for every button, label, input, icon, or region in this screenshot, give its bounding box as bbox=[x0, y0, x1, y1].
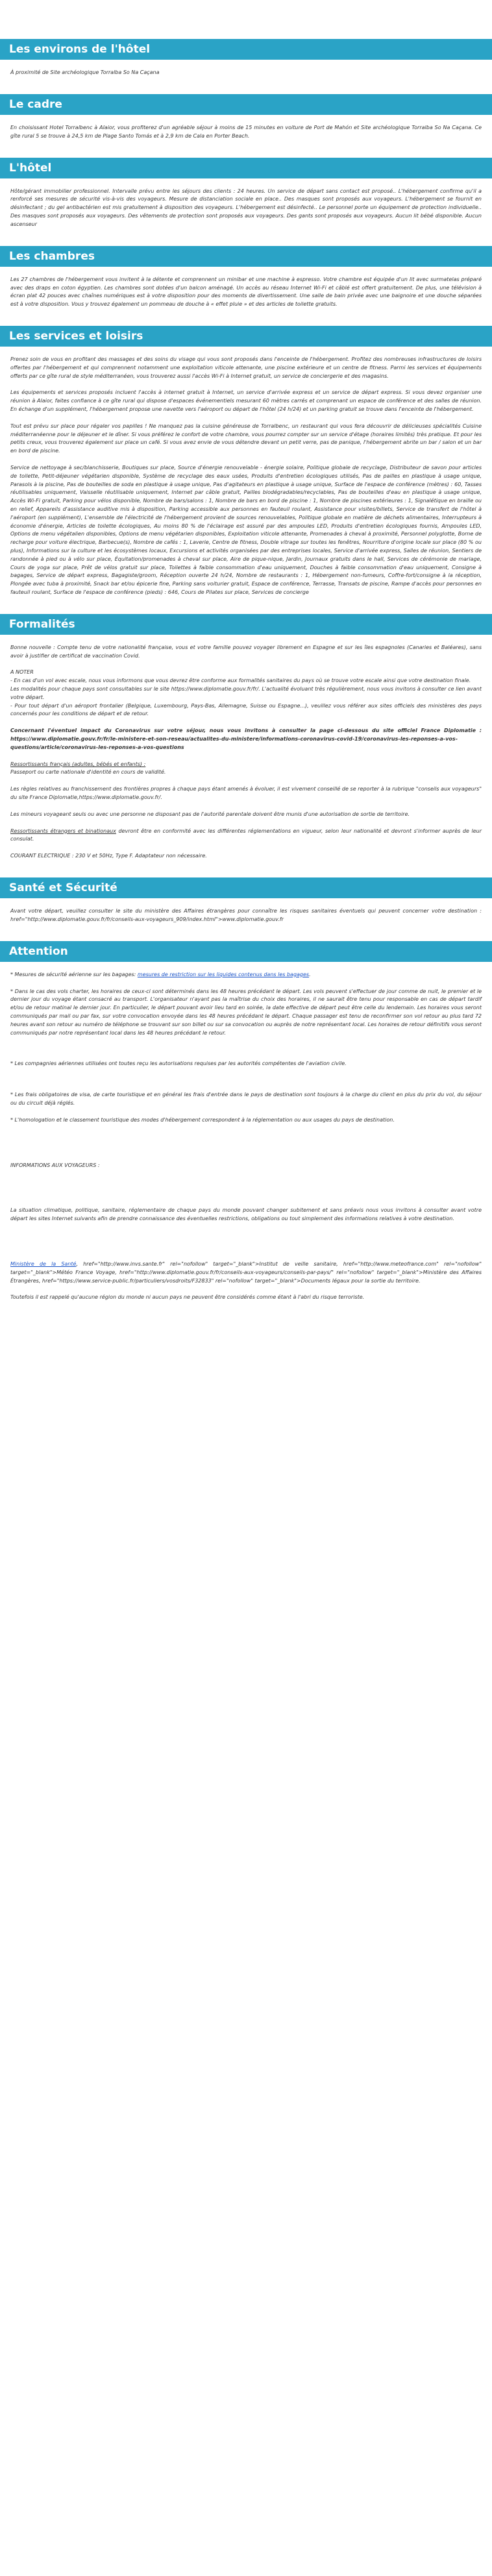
spacer bbox=[10, 1133, 482, 1147]
section-sante bbox=[0, 877, 492, 924]
section-title-formalites: Formalités bbox=[0, 614, 492, 635]
spacer bbox=[10, 1178, 482, 1192]
formalites-ressortissants bbox=[10, 761, 482, 778]
attention-line-4: * Les frais obligatoires de visa, de carte touristique et en général les frais d'entrée dans le pays de destination sont toujours à la charge du client en plus du prix du vol, du séjour ou du circuit déjà réglés. bbox=[10, 1092, 482, 1106]
section-hotel bbox=[0, 158, 492, 229]
formalites-coronavirus: Concernant l'éventuel impact du Coronavirus sur votre séjour, nous vous invitons à consulter la page ci-dessous du site officiel France Diplomatie : https://www.diplomatie.gouv.fr/fr/le-ministere-et-son-reseau/actualites-du-ministere/informations-coronavirus-covid-19/coronavirus-les-reponses-a-vos-questions/article/coronavirus-les-reponses-a-vos-questions bbox=[10, 728, 482, 750]
services-paragraph-2: Les équipements et services proposés incluent l'accès à internet gratuit à Internet, un service d'arrivée express et un service de départ express. Si vous devez organiser une réunion à Alaior, faites confiance à ce gîte rural qui dispose d'espaces événementiels mesurant 60 mètres carrés et comprenant un espace de conférence et des salles de réunion. En échange d'un supplément, l'hébergement propose une navette vers l'aéroport ou départ de l'hôtel (24 h/24) et un parking gratuit se trouve dans l'enceinte de l'hébergement. bbox=[10, 389, 482, 413]
attention-line-1 bbox=[10, 971, 482, 979]
spacer bbox=[10, 1147, 482, 1162]
services-paragraph-3: Tout est prévu sur place pour régaler vos papilles ! Ne manquez pas la cuisine généreuse de Torralbenc, un restaurant qui vous fera découvrir de délicieuses spécialités Cuisine méditerranéenne pour le déjeuner et le dîner. Si vous préférez le confort de votre chambre, vous pourrez compter sur un service d'étage (horaires limités) très pratique. Et pour les petits creux, vous trouverez également sur place un café. Si vous avez envie de vous détendre devant un petit verre, pas de panique, l'hébergement abrite un bar / salon et un bar en bord de piscine. bbox=[10, 423, 482, 454]
section-body-formalites bbox=[0, 644, 492, 861]
section-title-cadre: Le cadre bbox=[0, 94, 492, 115]
attention-line-8 bbox=[10, 1260, 482, 1285]
cadre-text: En choisissant Hotel Torralbenc à Alaior, vous profiterez d'un agréable séjour à moins de 15 minutes en voiture de Port de Mahón et Site archéologique Torralba So Na Caçana. Ce gîte rural 5 se trouve à 24,5 km de Plage Santo Tomás et à 2,9 km de Cala en Porter Beach. bbox=[10, 124, 482, 139]
attention-line-5: * L'homologation et le classement touristique des modes d'hébergement correspondent à la réglementation ou aux usages du pays de destination. bbox=[10, 1116, 395, 1123]
spacer bbox=[10, 1077, 482, 1091]
formalites-etrangers bbox=[10, 828, 482, 844]
attention-line-1-pre: * Mesures de sécurité aérienne sur les bagages: bbox=[10, 971, 138, 977]
attention-line-2: * Dans le cas des vols charter, les horaires de ceux-ci sont déterminés dans les 48 heures précédant le départ. Les vols peuvent s'effectuer de jour comme de nuit, le premier et le dernier jour du voyage étant consacré au transport. L'organisateur n'ayant pas la maîtrise du choix des horaires, il ne saurait être tenu pour responsable en cas de départ tardif et/ou de retour matinal le dernier jour. En particulier, le départ pouvant avoir lieu tard en soirée, la date effective de départ peut être celle du lendemain. Les horaires vous seront communiqués par mail ou par fax, sur votre convocation envoyée dans les 48 heures précédant le départ. Chaque passager est tenu de reconfirmer son vol retour au plus tard 72 heures avant son retour au numéro de téléphone se trouvant sur son billet ou sur sa convocation ou auprès de notre représentant local. Les horaires de retour définitifs vous seront communiqués par notre représentant local dans les 48 heures précédant le retour. bbox=[10, 988, 482, 1036]
formalites-paragraph-5: Les règles relatives au franchissement des frontières propres à chaque pays étant amenés à évoluer, il est vivement conseillé de se reporter à la rubrique "conseils aux voyageurs" du site France Diplomatie,https://www.diplomatie.gouv.fr/. bbox=[10, 786, 482, 800]
chambres-text: Les 27 chambres de l'hébergement vous invitent à la détente et comprennent un minibar et une machine à espresso. Votre chambre est équipée d'un lit avec surmatelas préparé avec des draps en coton égyptien. Les chambres sont dotées d'un balcon aménagé. Un accès au réseau Internet Wi-Fi et câblé est offert gratuitement. De plus, une télévision à écran plat 42 pouces avec chaînes numériques est à votre disposition pour des moments de divertissement. Une salle de bain privée avec une baignoire et une douche séparées est à votre disposition. Vous y trouvez également un pommeau de douche à « effet pluie » et des articles de toilette gratuits. bbox=[10, 276, 482, 308]
attention-line-7: La situation climatique, politique, sanitaire, réglementaire de chaque pays du monde pouvant changer subitement et sans préavis nous vous invitons à consulter avant votre départ les sites Internet suivants afin de prendre connaissance des éventuelles restrictions, obligations ou tout simplement des informations relatives à votre destination. bbox=[10, 1207, 482, 1222]
section-title-chambres: Les chambres bbox=[0, 246, 492, 267]
formalites-note bbox=[10, 669, 482, 718]
section-formalites bbox=[0, 614, 492, 861]
services-paragraph-4: Service de nettoyage à sec/blanchisserie, Boutiques sur place, Source d'énergie renouvelable - énergie solaire, Politique globale de recyclage, Distributeur de savon pour articles de toilette, Petit-déjeuner végétarien disponible, Système de recyclage des eaux usées, Produits d'entretien écologiques utilisés, Pas de pailles en plastique à usage unique, Parasols à la piscine, Pas de bouteilles de soda en plastique à usage unique, Pas d'agitateurs en plastique à usage unique, Surface de l'espace de conférence (mètres) : 60, Tasses réutilisables uniquement, Vaisselle réutilisable uniquement, Internet par câble gratuit, Pailles biodégradables/recyclables, Pas de bouteilles d'eau en plastique à usage unique, Accès Wi-Fi gratuit, Parking pour vélos disponible, Nombre de bars/salons : 1, Nombre de bars en bord de piscine : 1, Nombre de piscines extérieures : 1, Signalétique en braille ou en relief, Appareils d'assistance auditive mis à disposition, Parking accessible aux personnes en fauteuil roulant, Assistance pour visites/billets, Service de transfert de l'hôtel à l'aéroport (en supplément), L'ensemble de l'électricité de l'hébergement provient de sources renouvelables, Politique globale en matière de déchets alimentaires, Interrupteurs à économie d'énergie, Articles de toilette écologiques, Au moins 80 % de l'éclairage est assuré par des ampoules LED, Produits d'entretien écologiques fournis, Ampoules LED, Options de menu végétalien disponibles, Options de menu végétarien disponibles, Exploitation viticole attenante, Promenades à cheval à proximité, Personnel polyglotte, Borne de recharge pour voiture électrique, Barbecue(s), Nombre de cafés : 1, Laverie, Centre de fitness, Double vitrage sur toutes les fenêtres, Nourriture d'origine locale sur place (80 % ou plus), Informations sur la culture et les écosystèmes locaux, Excursions et activités organisées par des entreprises locales, Service d'arrivée express, Salles de réunion, Sentiers de randonnée à pied ou à vélo sur place, Équitation/promenades à cheval sur place, Aire de pique-nique, Jardin, Journaux gratuits dans le hall, Services de cérémonie de mariage, Cours de yoga sur place, Prêt de vélos gratuit sur place, Toilettes à faible consommation d'eau uniquement, Douches à faible consommation d'eau uniquement, Consigne à bagages, Service de départ express, Bagagiste/groom, Réception ouverte 24 h/24, Nombre de restaurants : 1, Hébergement non-fumeurs, Coffre-fort/consigne à la réception, Plongée avec tuba à proximité, Snack bar et/ou épicerie fine, Parking sans voiturier gratuit, Espace de conférence, Terrasse, Transats de piscine, Rampe d'accès pour personnes en fauteuil roulant, Surface de l'espace de conférence (pieds) : 646, Cours de Pilates sur place, Services de concierge bbox=[10, 465, 482, 595]
section-body-sante bbox=[0, 907, 492, 924]
hotel-text: Hôte/gérant immobilier professionnel. Intervalle prévu entre les séjours des clients : 24 heures. Un service de départ sans contact est proposé.. L'hébergement confirme qu'il a renforcé ses mesures de sécurité vis-à-vis des voyageurs. Mesure de distanciation sociale en place.. Des masques sont proposés aux voyageurs. L'hébergement se fournit en désinfectant ; du gel antibactérien est mis gratuitement à disposition des voyageurs. L'hébergement est désinfecté.. Le personnel porte un équipement de protection individuelle.. Des masques sont proposés aux voyageurs. Des vêtements de protection sont proposés aux voyageurs. Des gants sont proposés aux voyageurs. Aucun lit bébé disponible. Aucun ascenseur bbox=[10, 188, 482, 227]
section-body-cadre bbox=[0, 124, 492, 141]
section-services bbox=[0, 326, 492, 597]
section-environs bbox=[0, 39, 492, 77]
formalites-note-line-3: - Pour tout départ d'un aéroport frontalier (Belgique, Luxembourg, Pays-Bas, Allemagne, Suisse ou Espagne...), veuillez vous référer aux sites officiels des ministères des pays concernés pour les conditions de départ et de retour. bbox=[10, 702, 482, 717]
section-title-services: Les services et loisirs bbox=[0, 326, 492, 347]
attention-line-9: Toutefois il est rappelé qu'aucune région du monde ni aucun pays ne peuvent être considérés comme étant à l'abri du risque terroriste. bbox=[10, 1294, 365, 1301]
section-title-environs: Les environs de l'hôtel bbox=[0, 39, 492, 60]
ministere-sante-link[interactable]: Ministère de la Santé bbox=[10, 1260, 77, 1267]
attention-line-3: * Les compagnies aériennes utilisées ont toutes reçu les autorisations requises par les autorités compétentes de l'aviation civile. bbox=[10, 1061, 347, 1067]
formalites-ressortissants-title: Ressortissants français (adultes, bébés et enfants) : bbox=[10, 761, 146, 767]
formalites-note-line-2: Les modalités pour chaque pays sont consultables sur le site https://www.diplomatie.gouv.fr/fr/. L'actualité évoluant très régulièrement, nous vous invitons à consulter ce lien avant votre départ. bbox=[10, 686, 482, 700]
section-body-attention bbox=[0, 971, 492, 1302]
section-body-services bbox=[0, 356, 492, 597]
spacer bbox=[10, 1246, 482, 1260]
attention-line-8-text: , href="http://www.invs.sante.fr" rel="nofollow" target="_blank">Institut de veille sanitaire, href="http://www.meteofrance.com" rel="nofollow" target="_blank">Météo France Voyage, href="http://www.diplomatie.gouv.fr/fr/conseils-aux-voyageurs/conseils-par-pays/" rel="nofollow" target="_blank">Ministère des Affaires Étrangères, href="https://www.service-public.fr/particuliers/vosdroits/F32833" rel="nofollow" target="_blank">Documents légaux pour la sortie du territoire. bbox=[10, 1260, 482, 1284]
section-attention bbox=[0, 941, 492, 1302]
formalites-etrangers-title: Ressortissants étrangers et binationaux bbox=[10, 828, 116, 834]
spacer bbox=[10, 1232, 482, 1246]
spacer bbox=[10, 1046, 482, 1060]
formalites-paragraph-6: Les mineurs voyageant seuls ou avec une personne ne disposant pas de l'autorité parentale doivent être munis d'une autorisation de sortie de territoire. bbox=[10, 811, 410, 817]
formalites-note-line-1: - En cas d'un vol avec escale, nous vous informons que vous devrez être conforme aux formalités sanitaires du pays où se trouve votre escale ainsi que votre destination finale. bbox=[10, 678, 471, 684]
section-body-chambres bbox=[0, 276, 492, 309]
spacer bbox=[10, 1192, 482, 1207]
section-cadre bbox=[0, 94, 492, 141]
section-body-hotel bbox=[0, 188, 492, 229]
formalites-paragraph-1: Bonne nouvelle : Compte tenu de votre nationalité française, vous et votre famille pouvez voyager librement en Espagne et sur les îles espagnoles (Canaries et Baléares), sans avoir à justifier de certificat de vaccination Covid. bbox=[10, 644, 482, 659]
sante-text: Avant votre départ, veuillez consulter le site du ministère des Affaires étrangères pour connaître les risques sanitaires éventuels qui peuvent concerner votre destination : href="http://www.diplomatie.gouv.fr/fr/conseils-aux-voyageurs_909/index.html">www.diplomatie.gouv.fr bbox=[10, 908, 482, 922]
environs-text: À proximité de Site archéologique Torralba So Na Caçana bbox=[10, 69, 160, 76]
liquids-restriction-link[interactable]: mesures de restriction sur les liquides contenus dans les bagages bbox=[137, 971, 310, 977]
formalites-ressortissants-text: Passeport ou carte nationale d'identité en cours de validité. bbox=[10, 769, 166, 776]
attention-line-6: INFORMATIONS AUX VOYAGEURS : bbox=[10, 1162, 100, 1168]
services-paragraph-1: Prenez soin de vous en profitant des massages et des soins du visage qui vous sont proposés dans l'enceinte de l'hébergement. Profitez des nombreuses infrastructures de loisirs offertes par l'hébergement et qui comprennent notamment une exploitation viticole attenante, une piscine extérieure et un centre de fitness. Parmi les services et équipements offerts par ce gîte rural de style méditerranéen, vous trouverez aussi l'accès Wi-Fi à Internet gratuit, un service de conciergerie et des magasins. bbox=[10, 356, 482, 379]
section-chambres bbox=[0, 246, 492, 309]
section-title-sante: Santé et Sécurité bbox=[0, 877, 492, 898]
section-title-hotel: L'hôtel bbox=[0, 158, 492, 178]
section-title-attention: Attention bbox=[0, 941, 492, 962]
formalites-note-title: A NOTER bbox=[10, 669, 34, 676]
attention-line-1-post: . bbox=[309, 971, 311, 977]
section-body-environs bbox=[0, 69, 492, 77]
formalites-courant: COURANT ELECTRIQUE : 230 V et 50Hz, Type F. Adaptateur non nécessaire. bbox=[10, 853, 207, 859]
formalites-etrangers-text: devront être en conformité avec les différentes réglementations en vigueur, selon leur nationalité et devront s'informer auprès de leur consulat. bbox=[10, 828, 482, 842]
